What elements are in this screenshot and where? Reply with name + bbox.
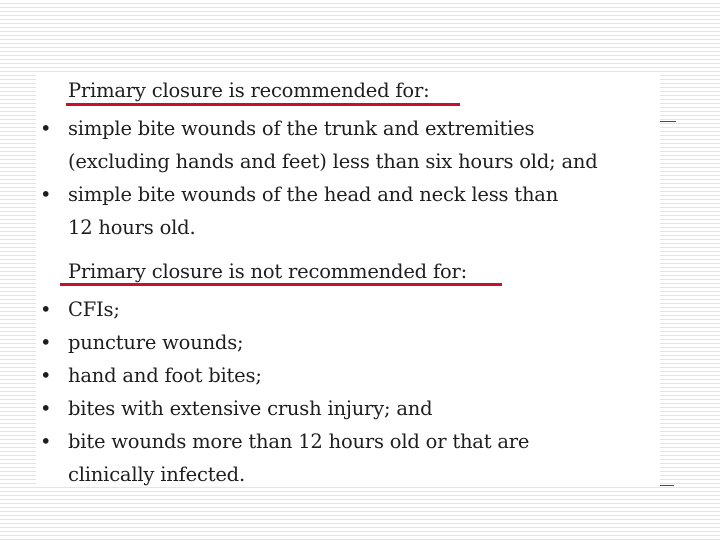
list-item-line: bites with extensive crush injury; and bbox=[68, 397, 433, 420]
bullet-marker: • bbox=[40, 183, 52, 206]
list-item bbox=[36, 293, 656, 326]
list-item bbox=[36, 425, 656, 491]
list-item-line: hand and foot bites; bbox=[68, 364, 262, 387]
document-excerpt bbox=[36, 72, 660, 486]
bullet-marker: • bbox=[40, 117, 52, 140]
list-item bbox=[36, 392, 656, 425]
bullet-marker: • bbox=[40, 298, 52, 321]
list-item-line: (excluding hands and feet) less than six hours old; and bbox=[68, 150, 598, 173]
list-item bbox=[36, 112, 656, 178]
list-item-line: puncture wounds; bbox=[68, 331, 244, 354]
list-item bbox=[36, 359, 656, 392]
heading-underline-not-recommended bbox=[60, 283, 502, 286]
list-item bbox=[36, 178, 656, 244]
list-item-line: simple bite wounds of the head and neck less than bbox=[68, 183, 559, 206]
section-heading-not-recommended: Primary closure is not recommended for: bbox=[68, 260, 467, 283]
list-item bbox=[36, 326, 656, 359]
recommended-list bbox=[36, 112, 656, 244]
bullet-marker: • bbox=[40, 364, 52, 387]
list-item-line: clinically infected. bbox=[68, 463, 245, 486]
bullet-marker: • bbox=[40, 397, 52, 420]
heading-underline-recommended bbox=[66, 103, 460, 106]
section-heading-recommended: Primary closure is recommended for: bbox=[68, 79, 430, 102]
not-recommended-list bbox=[36, 293, 656, 491]
bullet-marker: • bbox=[40, 430, 52, 453]
list-item-line: bite wounds more than 12 hours old or that are bbox=[68, 430, 530, 453]
list-item-line: simple bite wounds of the trunk and extremities bbox=[68, 117, 535, 140]
list-item-line: CFIs; bbox=[68, 298, 120, 321]
bullet-marker: • bbox=[40, 331, 52, 354]
list-item-line: 12 hours old. bbox=[68, 216, 196, 239]
